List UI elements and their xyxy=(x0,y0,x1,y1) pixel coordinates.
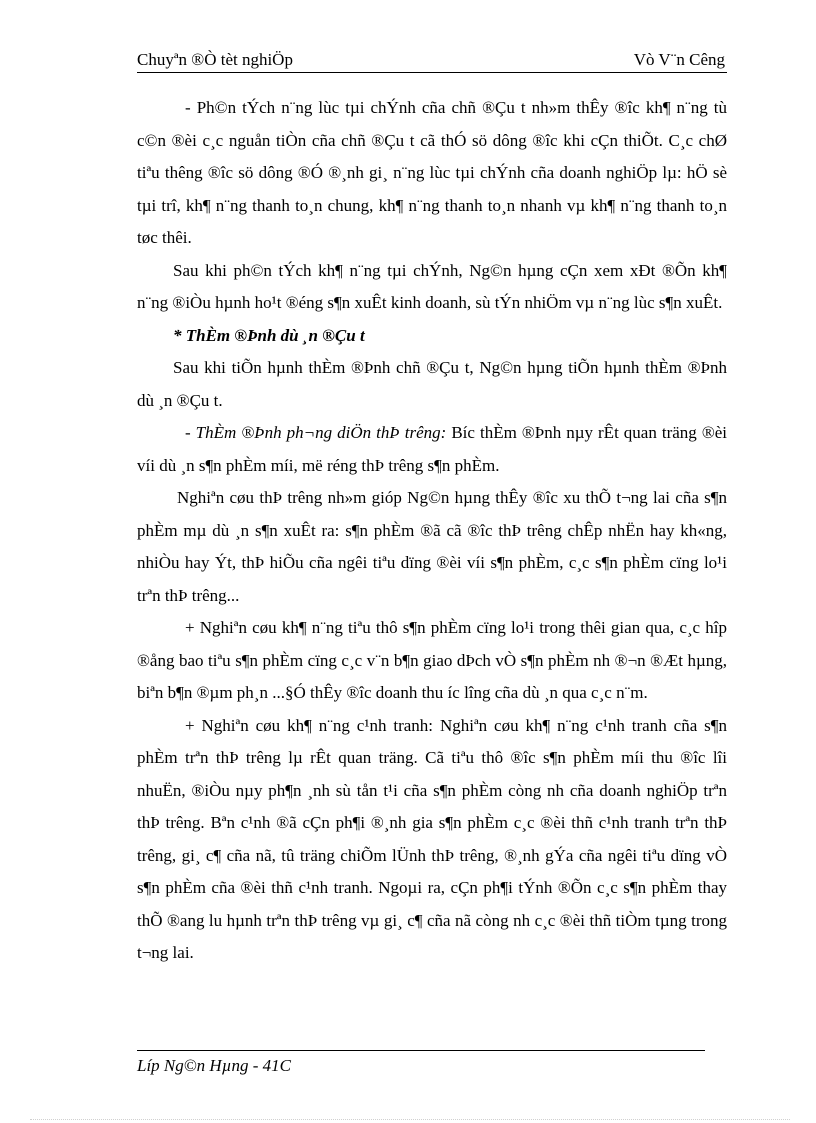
document-body xyxy=(137,92,727,970)
paragraph xyxy=(137,417,727,482)
paragraph: + Nghiªn cøu kh¶ n¨ng tiªu thô s¶n phÈm cïng lo¹i trong thêi gian qua, c¸c hîp ®ång bao tiªu s¶n phÈm cïng c¸c v¨n b¶n giao dÞch vÒ s¶n phÈm nh ®¬n ®Æt hµng, biªn b¶n ®µm ph¸n ...§Ó thÊy ®îc doanh thu íc lîng cña dù ¸n qua c¸c n¨m. xyxy=(137,618,727,702)
section-heading: * ThÈm ®Þnh dù ¸n ®Çu t xyxy=(173,325,365,345)
paragraph: + Nghiªn cøu kh¶ n¨ng c¹nh tranh: Nghiªn cøu kh¶ n¨ng c¹nh tranh cña s¶n phÈm trªn thÞ trêng lµ rÊt quan träng. Cã tiªu thô ®îc s¶n phÈm míi thu ®îc lîi nhuËn, ®iÒu nµy ph¶n ¸nh sù tån t¹i cña s¶n phÈm còng nh cña doanh nghiÖp trªn thÞ trêng. Bªn c¹nh ®ã cÇn ph¶i ®¸nh gia s¶n phÈm c¸c ®èi thñ c¹nh tranh trªn thÞ trêng, gi¸ c¶ cña nã, tû träng chiÕm lÜnh thÞ trêng, ®¸nh gÝa cña ngêi tiªu dïng vÒ s¶n phÈm cña ®èi thñ c¹nh tranh. Ngoµi ra, cÇn ph¶i tÝnh ®Õn c¸c s¶n phÈm thay thÕ ®ang lu hµnh trªn thÞ trêng vµ gi¸ c¶ cña nã còng nh c¸c ®èi thñ tiÒm tµng trong t¬ng lai. xyxy=(137,715,727,962)
paragraph: Nghiªn cøu thÞ trêng nh»m gióp Ng©n hµng thÊy ®îc xu thÕ t¬ng lai cña s¶n phÈm mµ dù ¸n s¶n xuÊt ra: s¶n phÈm ®ã cã ®îc thÞ trêng chÊp nhËn hay kh«ng, nhiÒu hay Ýt, thÞ hiÕu cña ngêi tiªu dïng ®èi víi s¶n phÈm, c¸c s¶n phÈm cïng lo¹i trªn thÞ trêng... xyxy=(137,488,727,605)
paragraph: Sau khi tiÕn hµnh thÈm ®Þnh chñ ®Çu t, Ng©n hµng tiÕn hµnh thÈm ®Þnh dù ¸n ®Çu t. xyxy=(137,358,727,410)
paragraph: - Ph©n tÝch n¨ng lùc tµi chÝnh cña chñ ®Çu t nh»m thÊy ®îc kh¶ n¨ng tù c©n ®èi c¸c nguån tiÒn cña chñ ®Çu t cã thÓ sö dông ®îc khi cÇn thiÕt. C¸c chØ tiªu thêng ®îc sö dông ®Ó ®¸nh gi¸ n¨ng lùc tµi chÝnh cña doanh nghiÖp lµ: hÖ sè tµi trî, kh¶ n¨ng thanh to¸n chung, kh¶ n¨ng thanh to¸n nhanh vµ kh¶ n¨ng thanh to¸n tøc thêi. xyxy=(137,98,727,247)
subsection-text: Bíc thÈm ®Þnh nµy rÊt quan träng ®èi víi dù ¸n s¶n phÈm míi, më réng thÞ trêng s¶n phÈm. xyxy=(137,423,728,475)
footer-divider xyxy=(137,1050,705,1051)
page-bottom-dotted-line xyxy=(30,1119,790,1120)
header-title: Chuyªn ®Ò tèt nghiÖp xyxy=(137,50,293,69)
subsection-label: - ThÈm ®Þnh ph¬ng diÖn thÞ trêng: xyxy=(185,423,447,442)
page-header xyxy=(137,50,727,73)
paragraph: Sau khi ph©n tÝch kh¶ n¨ng tµi chÝnh, Ng©n hµng cÇn xem xÐt ®Õn kh¶ n¨ng ®iÒu hµnh ho¹t ®éng s¶n xuÊt kinh doanh, sù tÝn nhiÖm vµ n¨ng lùc s¶n xuÊt. xyxy=(137,260,727,312)
page-footer: Líp Ng©n Hµng - 41C xyxy=(137,1056,292,1075)
header-author: Vò V¨n Cêng xyxy=(633,50,725,69)
